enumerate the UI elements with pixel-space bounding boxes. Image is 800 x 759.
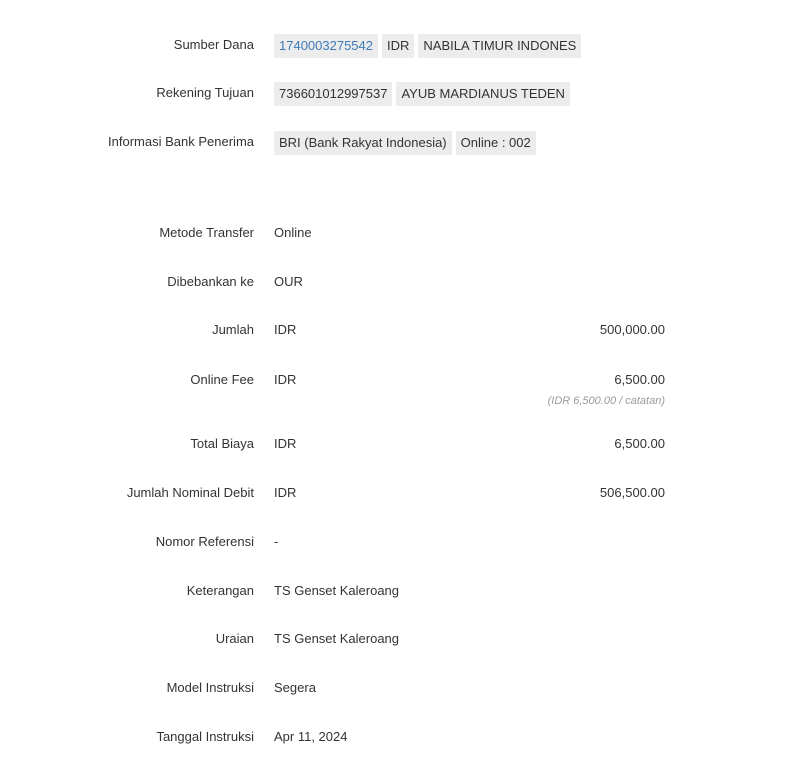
remarks-value: TS Genset Kaleroang [274,583,400,598]
beneficiary-bank-code: Online : 002 [456,131,536,155]
beneficiary-bank-chips [274,131,536,155]
total-fee-value: 6,500.00 [614,436,665,451]
source-account-number[interactable]: 1740003275542 [274,34,378,58]
row-total-fee [0,433,800,457]
row-debit-total [0,482,800,506]
row-online-fee [0,369,800,407]
destination-account-label: Rekening Tujuan [156,85,254,100]
row-amount [0,319,800,343]
instruction-model-label: Model Instruksi [166,680,254,695]
instruction-date-value: Apr 11, 2024 [274,729,348,744]
row-beneficiary-bank [0,131,800,155]
online-fee-label: Online Fee [190,372,254,387]
debit-total-currency: IDR [274,485,297,500]
source-account-name: NABILA TIMUR INDONES [418,34,581,58]
transfer-method-value: Online [274,225,312,240]
source-account-label: Sumber Dana [173,37,254,52]
row-instruction-date [0,726,800,750]
row-transfer-method [0,222,800,246]
destination-account-name: AYUB MARDIANUS TEDEN [396,82,570,106]
beneficiary-bank-name: BRI (Bank Rakyat Indonesia) [274,131,452,155]
charged-to-label: Dibebankan ke [167,274,254,289]
amount-label: Jumlah [212,322,254,337]
destination-account-chips [274,82,570,106]
amount-value: 500,000.00 [599,322,665,337]
row-remarks [0,580,800,604]
description-value: TS Genset Kaleroang [274,631,400,646]
online-fee-note: (IDR 6,500.00 / catatan) [547,395,665,407]
debit-total-label: Jumlah Nominal Debit [126,485,254,500]
instruction-date-label: Tanggal Instruksi [156,729,254,744]
row-description [0,628,800,652]
transfer-method-label: Metode Transfer [159,225,254,240]
total-fee-label: Total Biaya [190,436,254,451]
instruction-model-value: Segera [274,680,316,695]
description-label: Uraian [215,631,254,646]
destination-account-number: 736601012997537 [274,82,392,106]
charged-to-value: OUR [274,274,303,289]
row-destination-account [0,82,800,106]
total-fee-currency: IDR [274,436,297,451]
source-account-currency: IDR [382,34,414,58]
reference-number-value: - [274,534,279,549]
remarks-label: Keterangan [186,583,254,598]
debit-total-value: 506,500.00 [599,485,665,500]
row-reference-number [0,531,800,555]
row-instruction-model [0,677,800,701]
row-charged-to [0,271,800,295]
amount-currency: IDR [274,322,297,337]
online-fee-currency: IDR [274,372,297,387]
beneficiary-bank-label: Informasi Bank Penerima [108,134,254,149]
row-source-account [0,34,800,58]
online-fee-value: 6,500.00 [614,372,665,387]
source-account-chips [274,34,581,58]
reference-number-label: Nomor Referensi [155,534,254,549]
